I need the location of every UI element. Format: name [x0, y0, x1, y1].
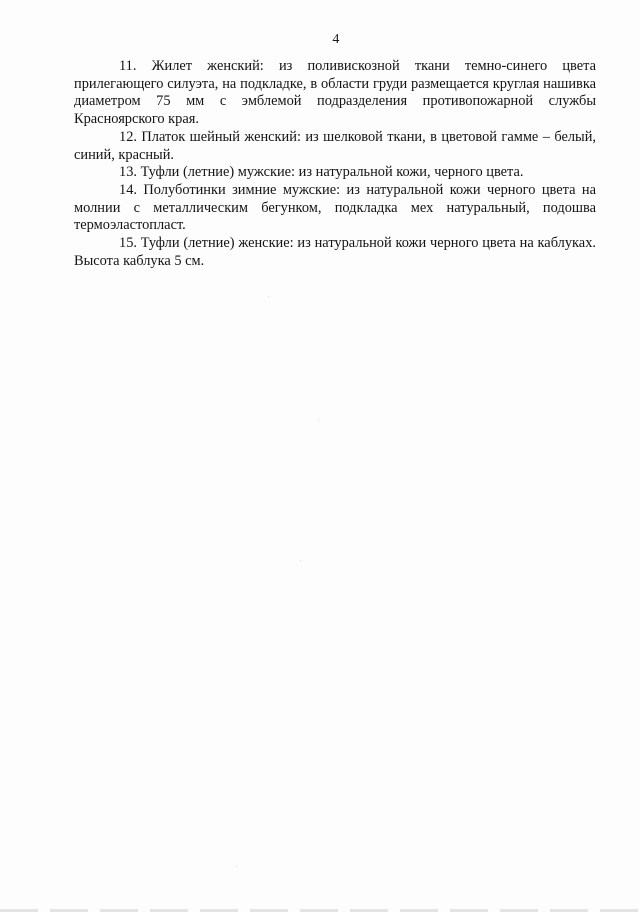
paragraph-item-11: 11. Жилет женский: из поливискозной ткани темно-синего цвета прилегающего силуэта, на подкладке, в области груди размещается круглая нашивка диаметром 75 мм с эмблемой подразделения противопожарной службы Красноярского края. [74, 58, 596, 128]
page-number: 4 [332, 32, 340, 47]
paragraph-item-12: 12. Платок шейный женский: из шелковой ткани, в цветовой гамме – белый, синий, красный. [74, 128, 596, 163]
paragraph-item-15: 15. Туфли (летние) женские: из натуральной кожи черного цвета на каблуках. Высота каблука 5 см. [74, 235, 596, 269]
scan-speck [300, 560, 301, 561]
document-body [74, 58, 596, 270]
paragraph-item-13: 13. Туфли (летние) мужские: из натуральной кожи, черного цвета. [119, 164, 524, 181]
paragraph-item-14: 14. Полуботинки зимние мужские: из натуральной кожи черного цвета на молнии с металлическим бегунком, подкладка мех натуральный, подошва термоэластопласт. [74, 181, 596, 234]
scan-speck [318, 420, 319, 421]
scan-speck [236, 866, 237, 867]
scan-speck [268, 296, 269, 297]
